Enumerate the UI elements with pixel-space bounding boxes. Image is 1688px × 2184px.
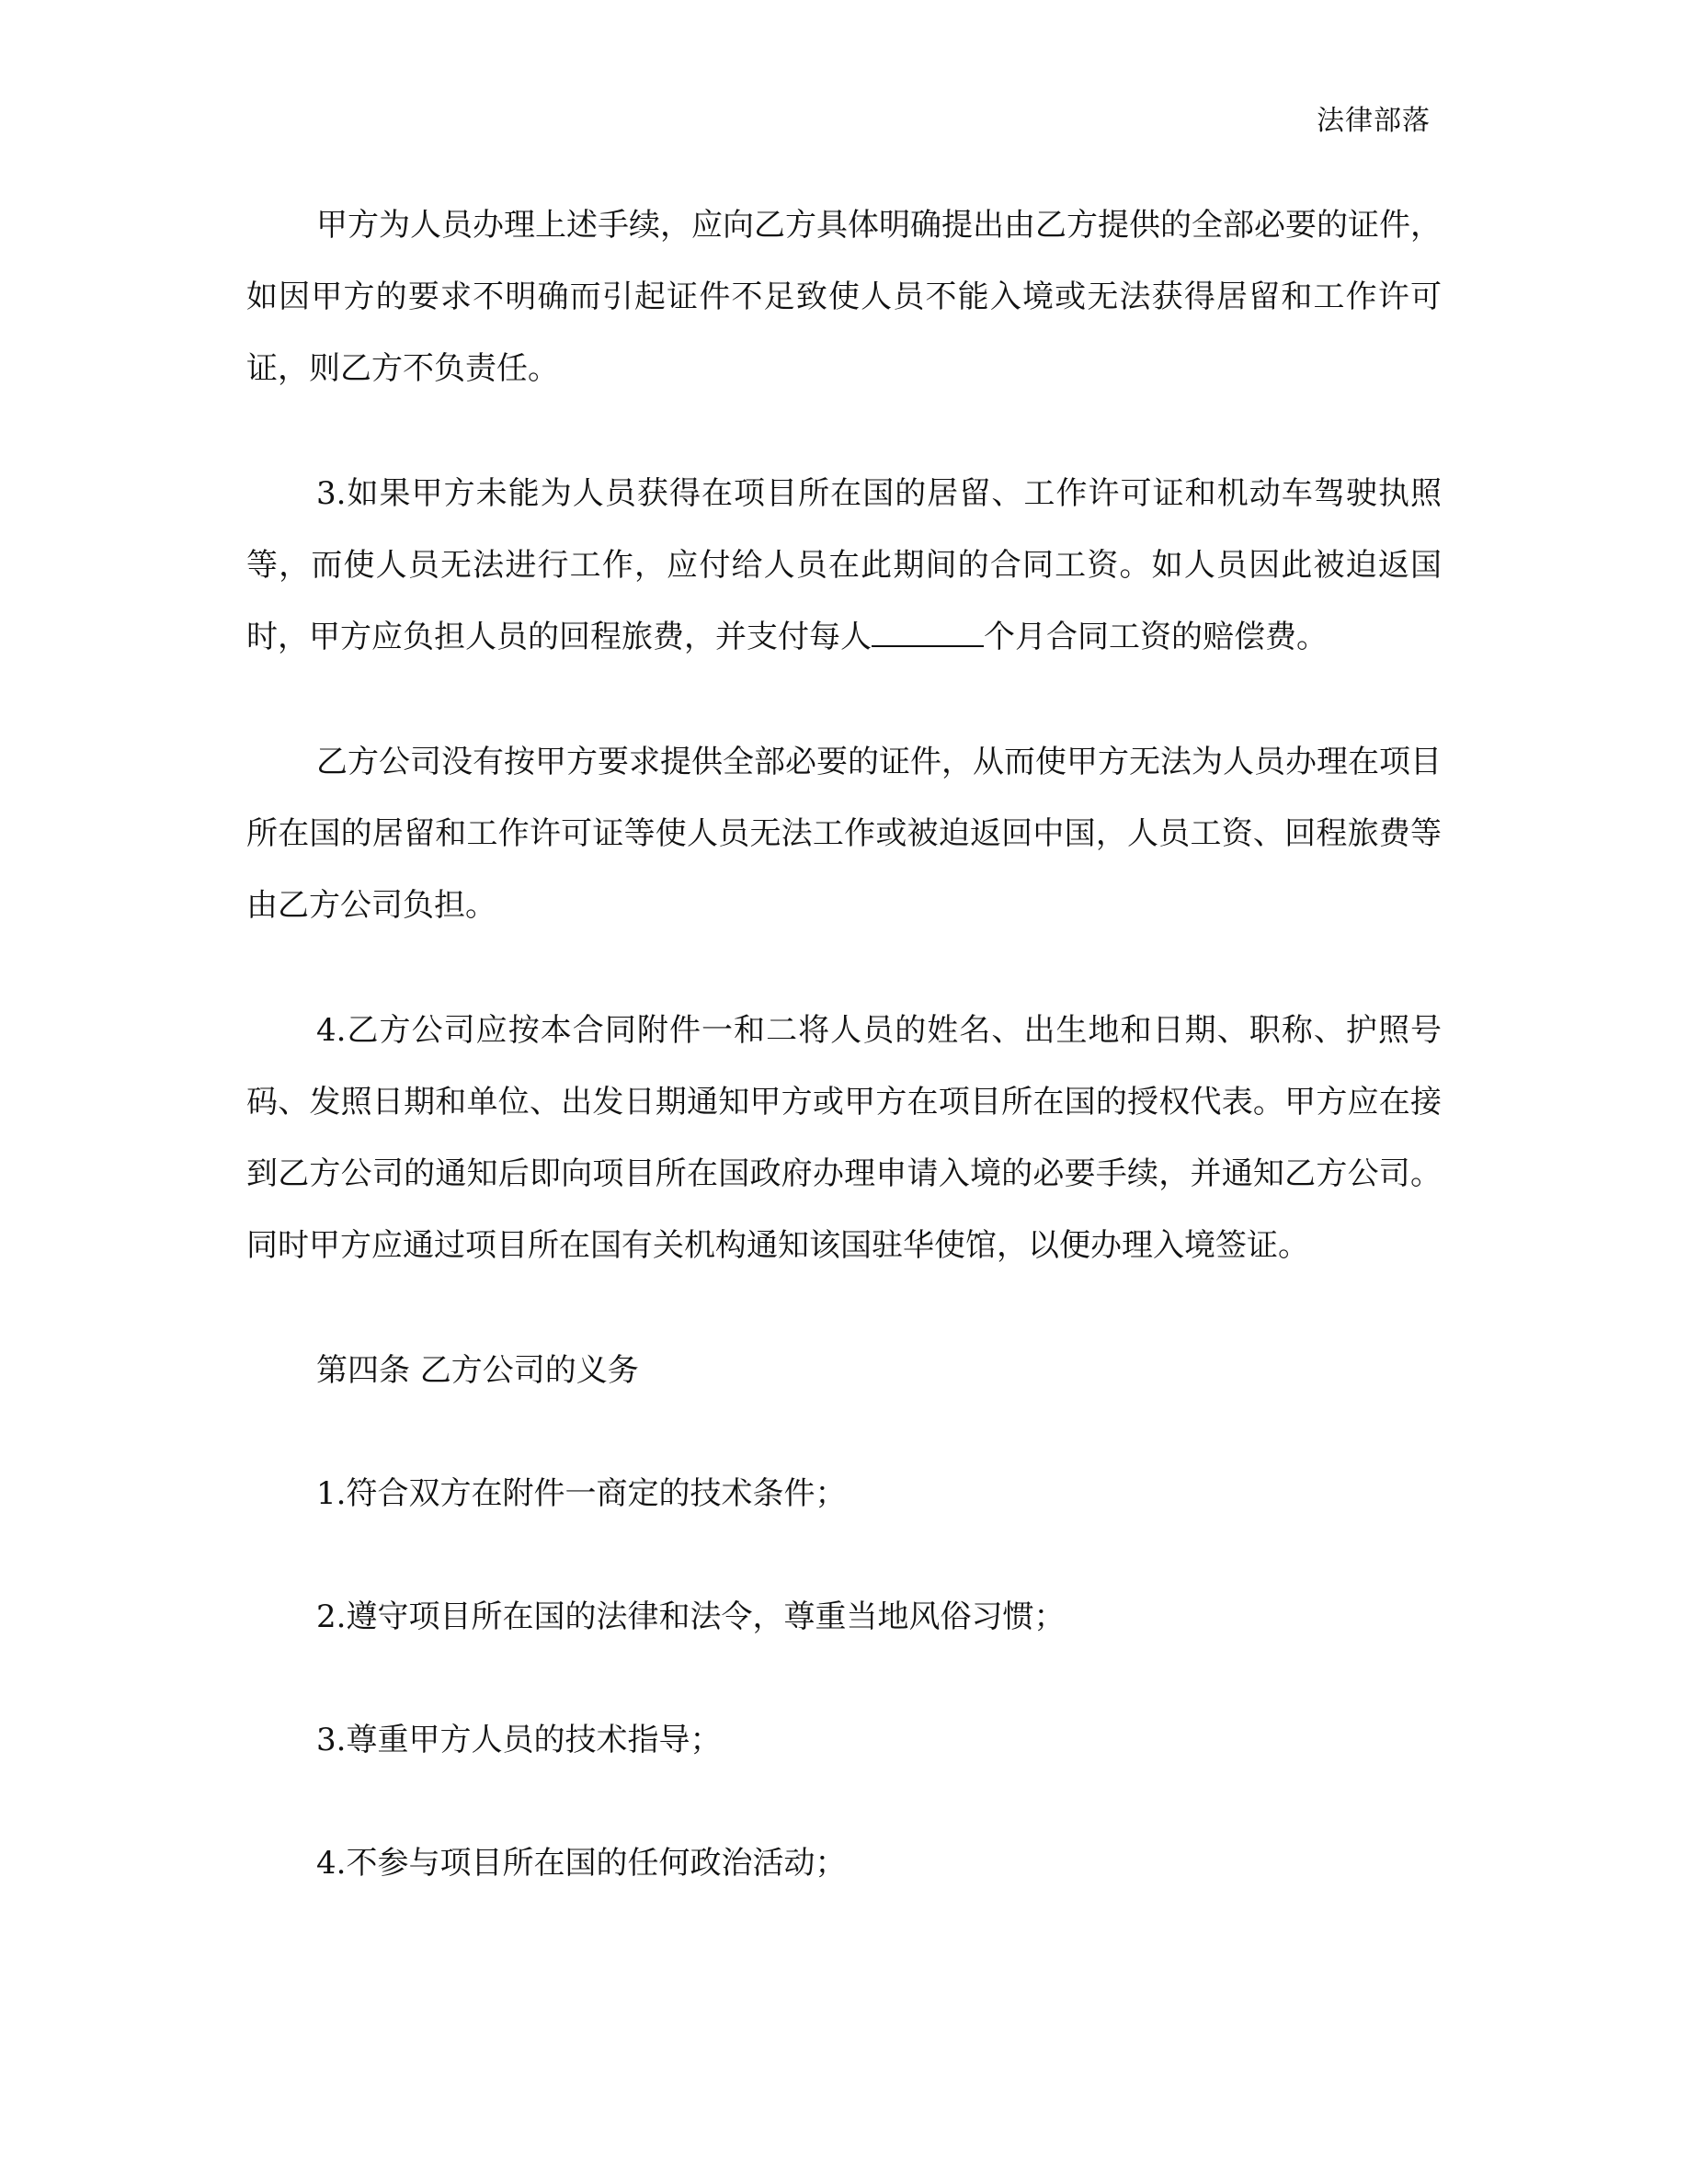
obligation-item-2: 2.遵守项目所在国的法律和法令，尊重当地风俗习惯； (316, 1598, 1066, 1635)
paragraph-party-b-certificates: 乙方公司没有按甲方要求提供全部必要的证件，从而使甲方无法为人员办理在项目所在国的居留和工作许可证等使人员无法工作或被迫返回中国，人员工资、回程旅费等由乙方公司负担。 (246, 744, 1442, 924)
article-4-heading: 第四条 乙方公司的义务 (316, 1352, 639, 1389)
obligation-item-3: 3.尊重甲方人员的技术指导； (316, 1722, 722, 1758)
fill-in-blank-months (872, 618, 984, 647)
obligation-item-4: 4.不参与项目所在国的任何政治活动； (316, 1845, 847, 1882)
paragraph-clause-3-residence-permit (246, 458, 1442, 673)
clause-3-text-before: 3.如果甲方未能为人员获得在项目所在国的居留、工作许可证和机动车驾驶执照等，而使人员无法进行工作，应付给人员在此期间的合同工资。如人员因此被迫返国时，甲方应负担人员的回程旅费，并支付每人 (246, 475, 1442, 655)
page-header-brand: 法律部落 (1317, 105, 1431, 137)
obligation-item-1: 1.符合双方在附件一商定的技术条件； (316, 1475, 847, 1512)
document-body (246, 189, 1442, 1951)
clause-3-text-after: 个月合同工资的赔偿费。 (984, 619, 1328, 655)
paragraph-clause-4-notification: 4.乙方公司应按本合同附件一和二将人员的姓名、出生地和日期、职称、护照号码、发照日期和单位、出发日期通知甲方或甲方在项目所在国的授权代表。甲方应在接到乙方公司的通知后即向项目所在国政府办理申请入境的必要手续，并通知乙方公司。同时甲方应通过项目所在国有关机构通知该国驻华使馆，以便办理入境签证。 (246, 1012, 1442, 1264)
paragraph-certificates-responsibility: 甲方为人员办理上述手续，应向乙方具体明确提出由乙方提供的全部必要的证件，如因甲方的要求不明确而引起证件不足致使人员不能入境或无法获得居留和工作许可证，则乙方不负责任。 (246, 207, 1442, 387)
